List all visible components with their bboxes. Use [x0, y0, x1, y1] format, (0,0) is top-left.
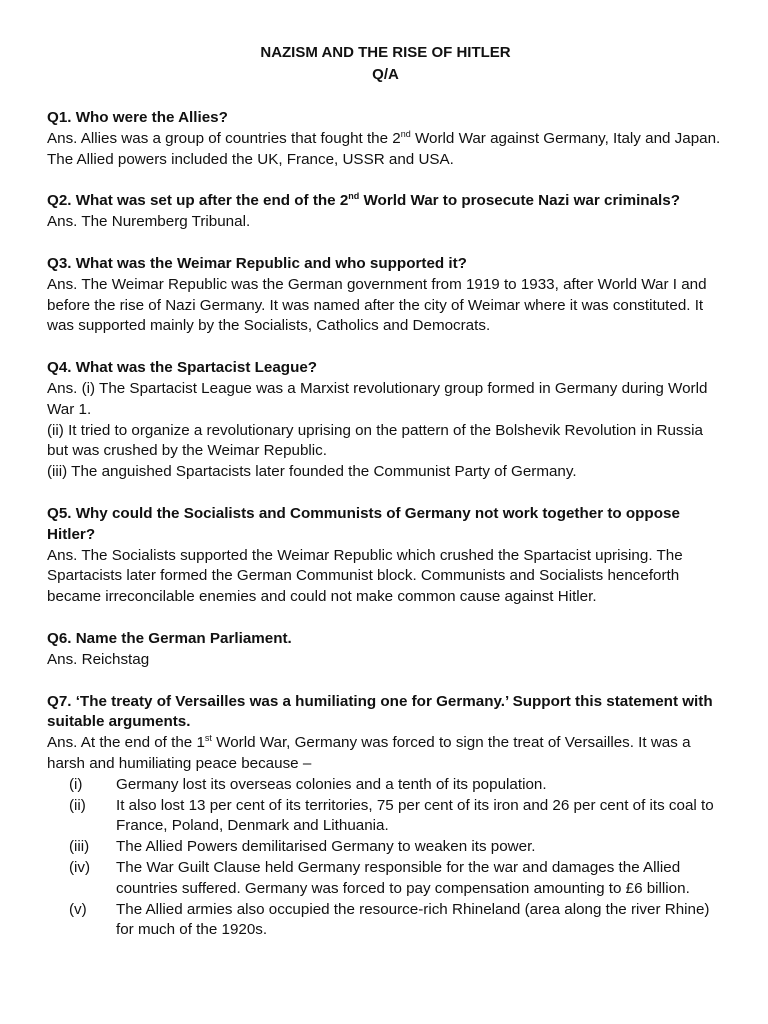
qa-block-q6 [47, 629, 724, 671]
question-q5: Q5. Why could the Socialists and Communists of Germany not work together to oppose Hitler? [47, 504, 680, 543]
list-item-text: It also lost 13 per cent of its territories, 75 per cent of its iron and 26 per cent of its coal to France, Poland, Denmark and Lithuania. [116, 796, 714, 835]
question-q7: Q7. ‘The treaty of Versailles was a humiliating one for Germany.’ Support this statement with suitable arguments. [47, 692, 713, 731]
question-q4: Q4. What was the Spartacist League? [47, 359, 318, 377]
answer-q1 [47, 129, 724, 171]
answer-q7-intro [47, 733, 724, 775]
qa-block-q3 [47, 254, 724, 337]
question-q2-superscript: nd [348, 191, 360, 202]
qa-block-q1 [47, 108, 724, 170]
qa-block-q2 [47, 191, 724, 233]
list-item-text: The War Guilt Clause held Germany responsible for the war and damages the Allied countries suffered. Germany was forced to pay compensation amounting to £6 billion. [116, 858, 690, 897]
list-item [47, 900, 724, 942]
qa-block-q4 [47, 358, 724, 483]
answer-q3: Ans. The Weimar Republic was the German government from 1919 to 1933, after World War I and before the rise of Nazi Germany. It was named after the city of Weimar where it was constituted. It was supported mainly by the Socialists, Catholics and Democrats. [47, 275, 707, 335]
answer-q2: Ans. The Nuremberg Tribunal. [47, 213, 251, 231]
list-item-text: The Allied Powers demilitarised Germany to weaken its power. [116, 838, 536, 856]
answer-q7-part-b: World War, Germany was forced to sign the treat of Versailles. It was a harsh and humiliating peace because – [47, 734, 691, 772]
answer-q7-part-a: Ans. At the end of the 1 [47, 734, 205, 752]
list-item-number: (ii) [69, 796, 86, 814]
list-item-number: (v) [69, 900, 87, 918]
list-item-number: (iii) [69, 838, 90, 856]
list-item [47, 775, 724, 796]
list-item [47, 796, 724, 838]
answer-q1-part-b: World War against Germany, Italy and Japan. The Allied powers included the UK, France, USSR and USA. [47, 129, 721, 168]
list-item [47, 837, 724, 858]
qa-block-q7 [47, 692, 724, 942]
answer-q4-point-1: Ans. (i) The Spartacist League was a Marxist revolutionary group formed in Germany during World War 1. [47, 379, 708, 418]
list-item-text: The Allied armies also occupied the resource-rich Rhineland (area along the river Rhine) for much of the 1920s. [116, 900, 710, 939]
answer-q7-superscript: st [204, 733, 212, 744]
question-q2 [47, 191, 724, 212]
question-q3: Q3. What was the Weimar Republic and who supported it? [47, 254, 467, 272]
title-line: NAZISM AND THE RISE OF HITLER [260, 44, 511, 61]
answer-q1-superscript: nd [400, 128, 411, 139]
list-item-number: (iv) [69, 858, 91, 876]
answer-q1-part-a: Ans. Allies was a group of countries that fought the 2 [47, 129, 401, 147]
answer-q5: Ans. The Socialists supported the Weimar Republic which crushed the Spartacist uprising. The Spartacists later formed the German Communist block. Communists and Socialists henceforth became irreconcilable enemies and could not make common cause against Hitler. [47, 546, 683, 606]
question-q2-part-a: Q2. What was set up after the end of the 2 [47, 192, 349, 210]
subtitle-line: Q/A [372, 66, 399, 83]
list-item-text: Germany lost its overseas colonies and a tenth of its population. [116, 775, 547, 793]
question-q1: Q1. Who were the Allies? [47, 109, 228, 126]
question-q6: Q6. Name the German Parliament. [47, 629, 292, 647]
answer-q7-points [47, 775, 724, 941]
answer-q6: Ans. Reichstag [47, 650, 150, 668]
list-item-number: (i) [69, 775, 83, 793]
question-q2-part-b: World War to prosecute Nazi war criminals? [359, 192, 680, 210]
answer-q4-point-3: (iii) The anguished Spartacists later founded the Communist Party of Germany. [47, 463, 577, 481]
document-title [47, 42, 724, 86]
qa-block-q5 [47, 504, 724, 608]
list-item [47, 858, 724, 900]
answer-q4-point-2: (ii) It tried to organize a revolutionary uprising on the pattern of the Bolshevik Revolution in Russia but was crushed by the Weimar Republic. [47, 421, 703, 460]
